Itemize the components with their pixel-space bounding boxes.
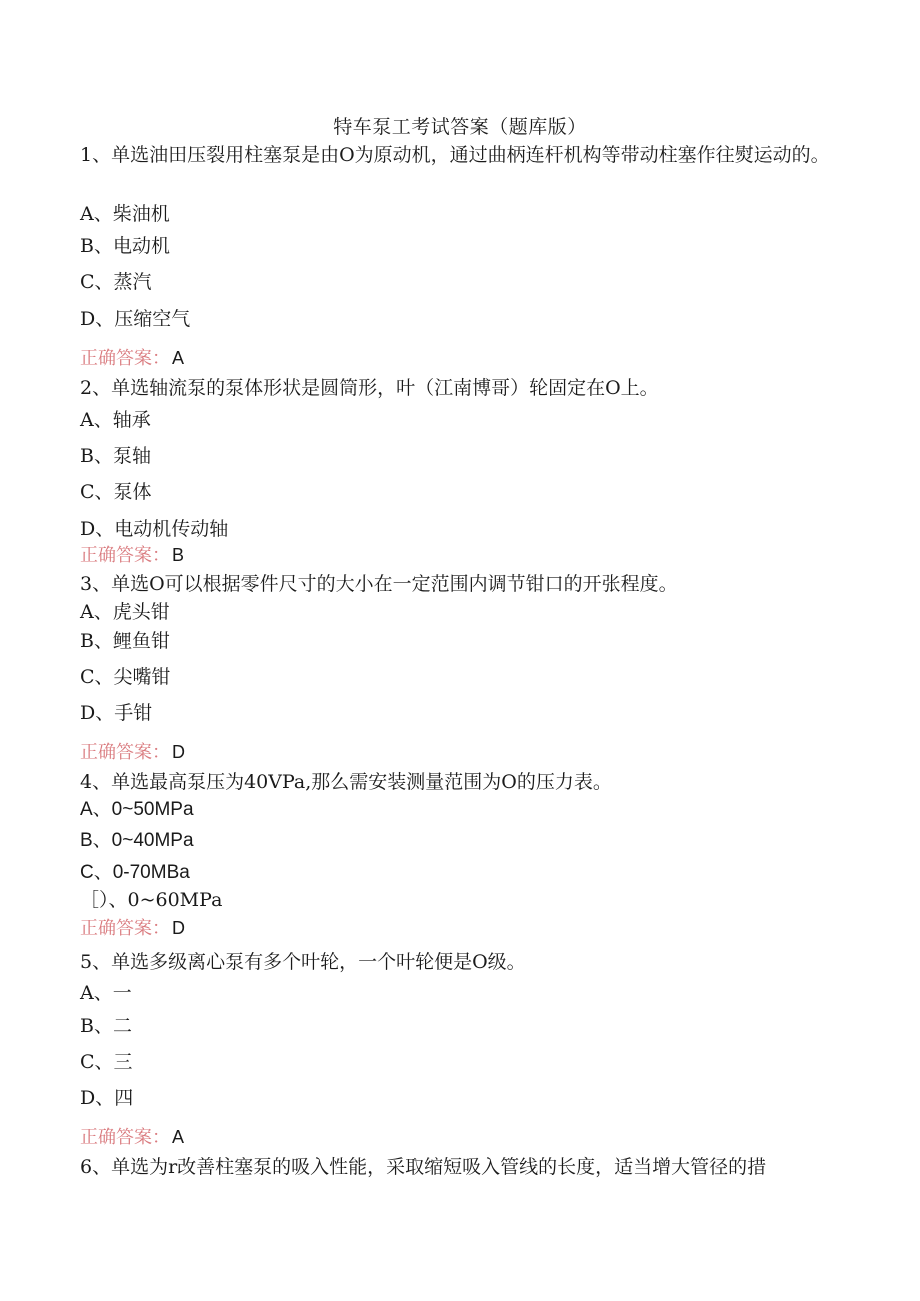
question-3-option-a: A、虎头钳 — [80, 601, 170, 623]
question-5-option-d: D、四 — [80, 1087, 134, 1109]
document-title: 特车泵工考试答案（题库版） — [333, 116, 587, 138]
question-1-answer — [80, 346, 184, 371]
answer-label: 正确答案： — [80, 1127, 170, 1148]
question-2-option-c: C、泵体 — [80, 481, 152, 503]
question-3-answer — [80, 740, 185, 765]
answer-label: 正确答案： — [80, 742, 170, 763]
question-6-text: 6、单选为r改善柱塞泵的吸入性能，采取缩短吸入管线的长度，适当增大管径的措 — [80, 1156, 767, 1178]
question-3-option-b: B、鲤鱼钳 — [80, 630, 170, 652]
question-4-answer — [80, 916, 185, 941]
answer-value: A — [172, 1127, 185, 1147]
question-5-option-c: C、三 — [80, 1051, 133, 1073]
answer-value: D — [172, 918, 185, 938]
question-5-option-b: B、二 — [80, 1015, 132, 1037]
question-1-text: 1、单选油田压裂用柱塞泵是由O为原动机，通过曲柄连杆机构等带动柱塞作往熨运动的。 — [80, 144, 830, 166]
question-3-option-d: D、手钳 — [80, 702, 153, 724]
answer-label: 正确答案： — [80, 348, 170, 369]
answer-value: B — [172, 545, 185, 565]
question-5-option-a: A、一 — [80, 982, 132, 1004]
question-3-text: 3、单选O可以根据零件尺寸的大小在一定范围内调节钳口的开张程度。 — [80, 573, 678, 595]
question-2-answer — [80, 543, 184, 568]
question-1-option-d: D、压缩空气 — [80, 308, 191, 330]
question-3-option-c: C、尖嘴钳 — [80, 666, 171, 688]
answer-label: 正确答案： — [80, 545, 170, 566]
question-2-option-b: B、泵轴 — [80, 445, 151, 467]
question-4-option-b: B、0~40MPa — [80, 830, 194, 851]
question-1-option-c: C、蒸汽 — [80, 271, 152, 293]
question-4-text: 4、单选最高泵压为40VPa,那么需安装测量范围为O的压力表。 — [80, 771, 612, 793]
question-1-option-b: B、电动机 — [80, 235, 170, 257]
question-4-option-c: C、0-70MBa — [80, 862, 190, 883]
question-4-option-a: A、0~50MPa — [80, 799, 194, 820]
question-2-option-d: D、电动机传动轴 — [80, 518, 229, 540]
question-5-answer — [80, 1125, 184, 1150]
question-4-option-d: ［）、0~60MPa — [80, 889, 223, 911]
answer-label: 正确答案： — [80, 918, 170, 939]
question-2-option-a: A、轴承 — [80, 409, 151, 431]
answer-value: D — [172, 742, 185, 762]
question-5-text: 5、单选多级离心泵有多个叶轮，一个叶轮便是O级。 — [80, 951, 526, 973]
question-2-text: 2、单选轴流泵的泵体形状是圆筒形，叶（江南博哥）轮固定在O上。 — [80, 377, 659, 399]
answer-value: A — [172, 348, 185, 368]
question-1-option-a: A、柴油机 — [80, 203, 170, 225]
